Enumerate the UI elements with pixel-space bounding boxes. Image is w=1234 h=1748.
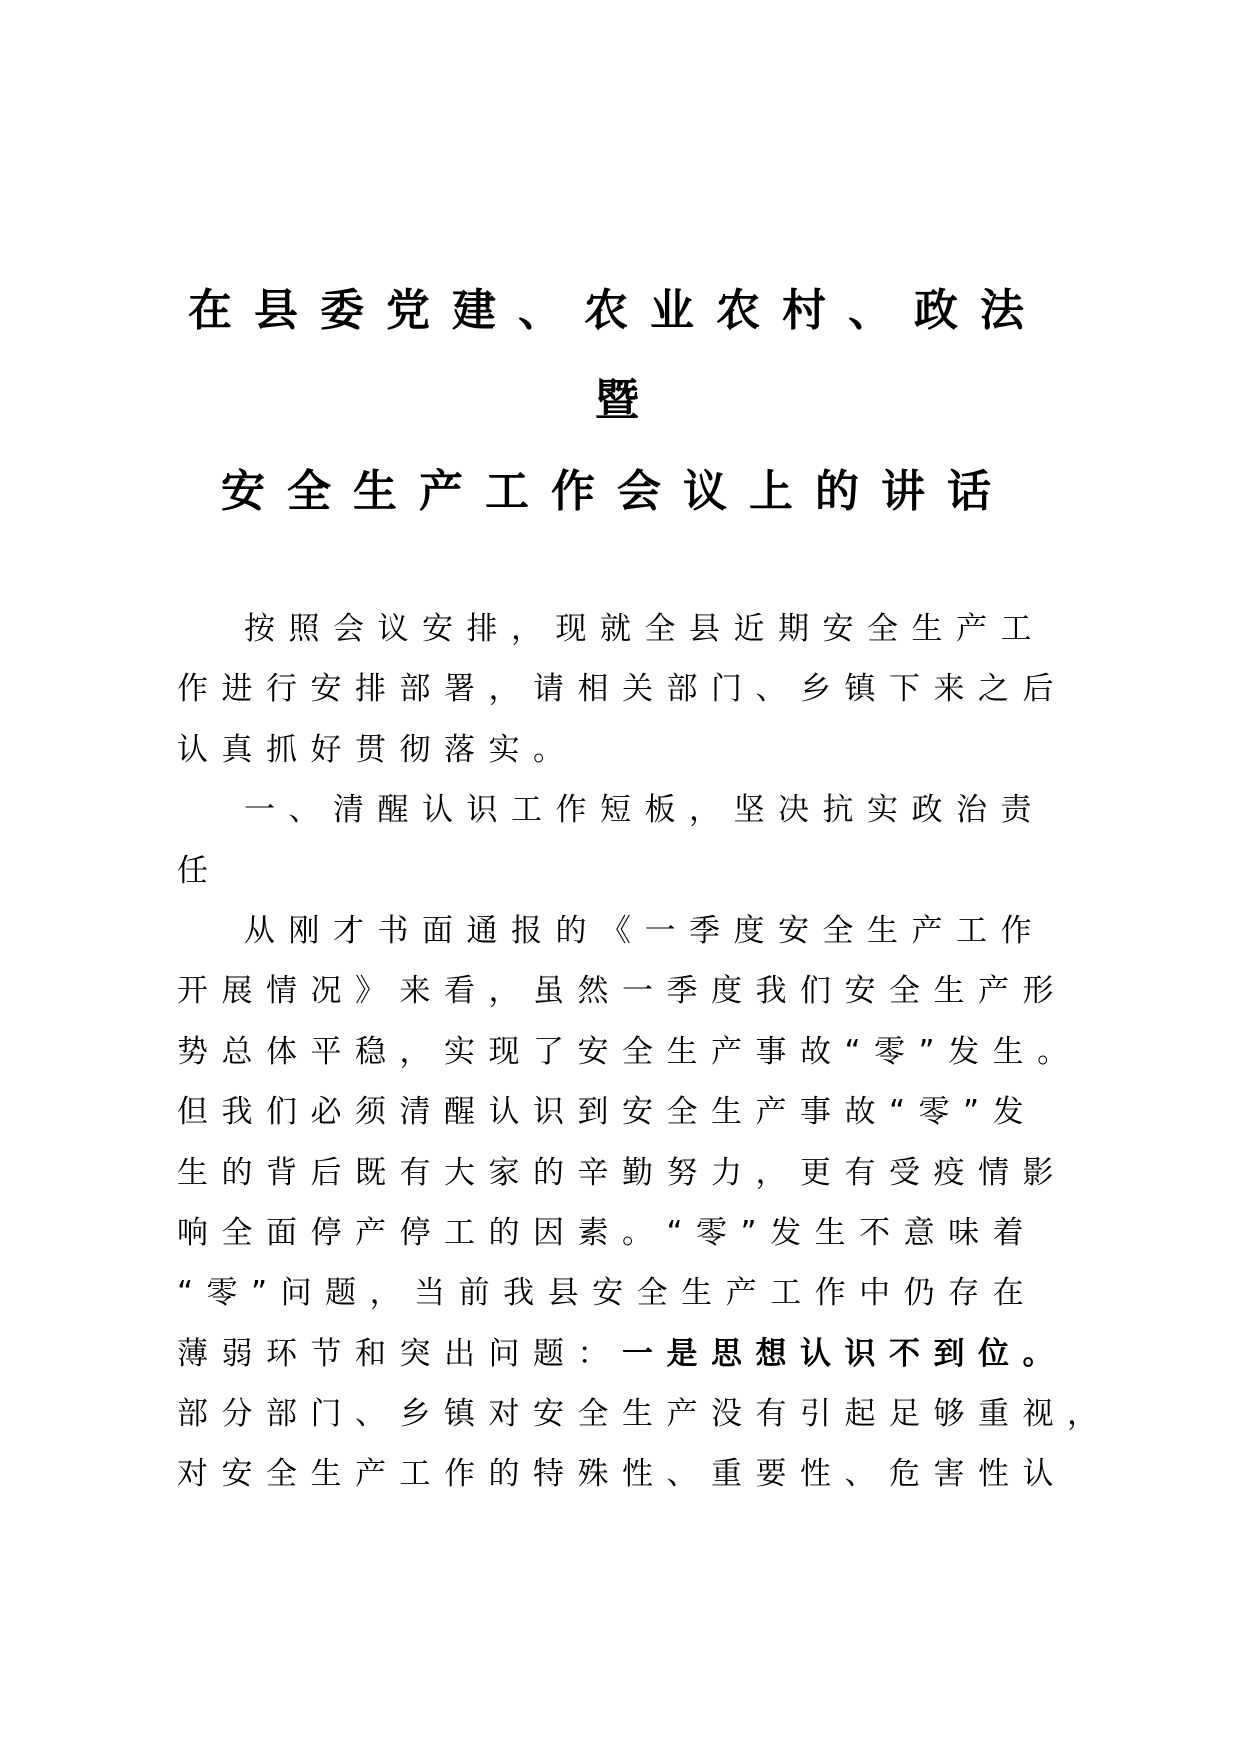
document-body (177, 599, 1217, 1505)
paragraph-text: 薄弱环节和突出问题： (177, 1335, 622, 1372)
section-heading-line: 一、清醒认识工作短板，坚决抗实政治责 (244, 792, 1045, 829)
paragraph-line: 但我们必须清醒认识到安全生产事故“零”发 (177, 1094, 1038, 1131)
paragraph-line: 势总体平稳，实现了安全生产事故“零”发生。 (177, 1033, 1082, 1070)
paragraph-line: 部分部门、乡镇对安全生产没有引起足够重视， (177, 1396, 1112, 1433)
paragraph-line: 从刚才书面通报的《一季度安全生产工作 (244, 912, 1045, 949)
paragraph-line: 生的背后既有大家的辛勤努力，更有受疫情影 (177, 1154, 1067, 1191)
document-title-line-1: 在县委党建、农业农村、政法 (188, 285, 1046, 336)
bold-point: 一是思想认识不到位。 (622, 1335, 1067, 1372)
paragraph-line: 作进行安排部署，请相关部门、乡镇下来之后 (177, 671, 1067, 708)
paragraph-line: 认真抓好贯彻落实。 (177, 731, 578, 768)
paragraph-line: 按照会议安排，现就全县近期安全生产工 (244, 611, 1045, 647)
paragraph-line: 开展情况》来看，虽然一季度我们安全生产形 (177, 973, 1067, 1010)
paragraph-line: “零”问题，当前我县安全生产工作中仍存在 (177, 1275, 1038, 1312)
paragraph-line (177, 1324, 1217, 1384)
paragraph-line: 响全面停产停工的因素。“零”发生不意味着 (177, 1214, 1038, 1251)
document-title-line-2: 暨 (595, 375, 639, 426)
section-heading-line: 任 (177, 852, 222, 889)
paragraph-line: 对安全生产工作的特殊性、重要性、危害性认 (177, 1456, 1067, 1493)
document-title-line-3: 安全生产工作会议上的讲话 (221, 466, 1013, 517)
